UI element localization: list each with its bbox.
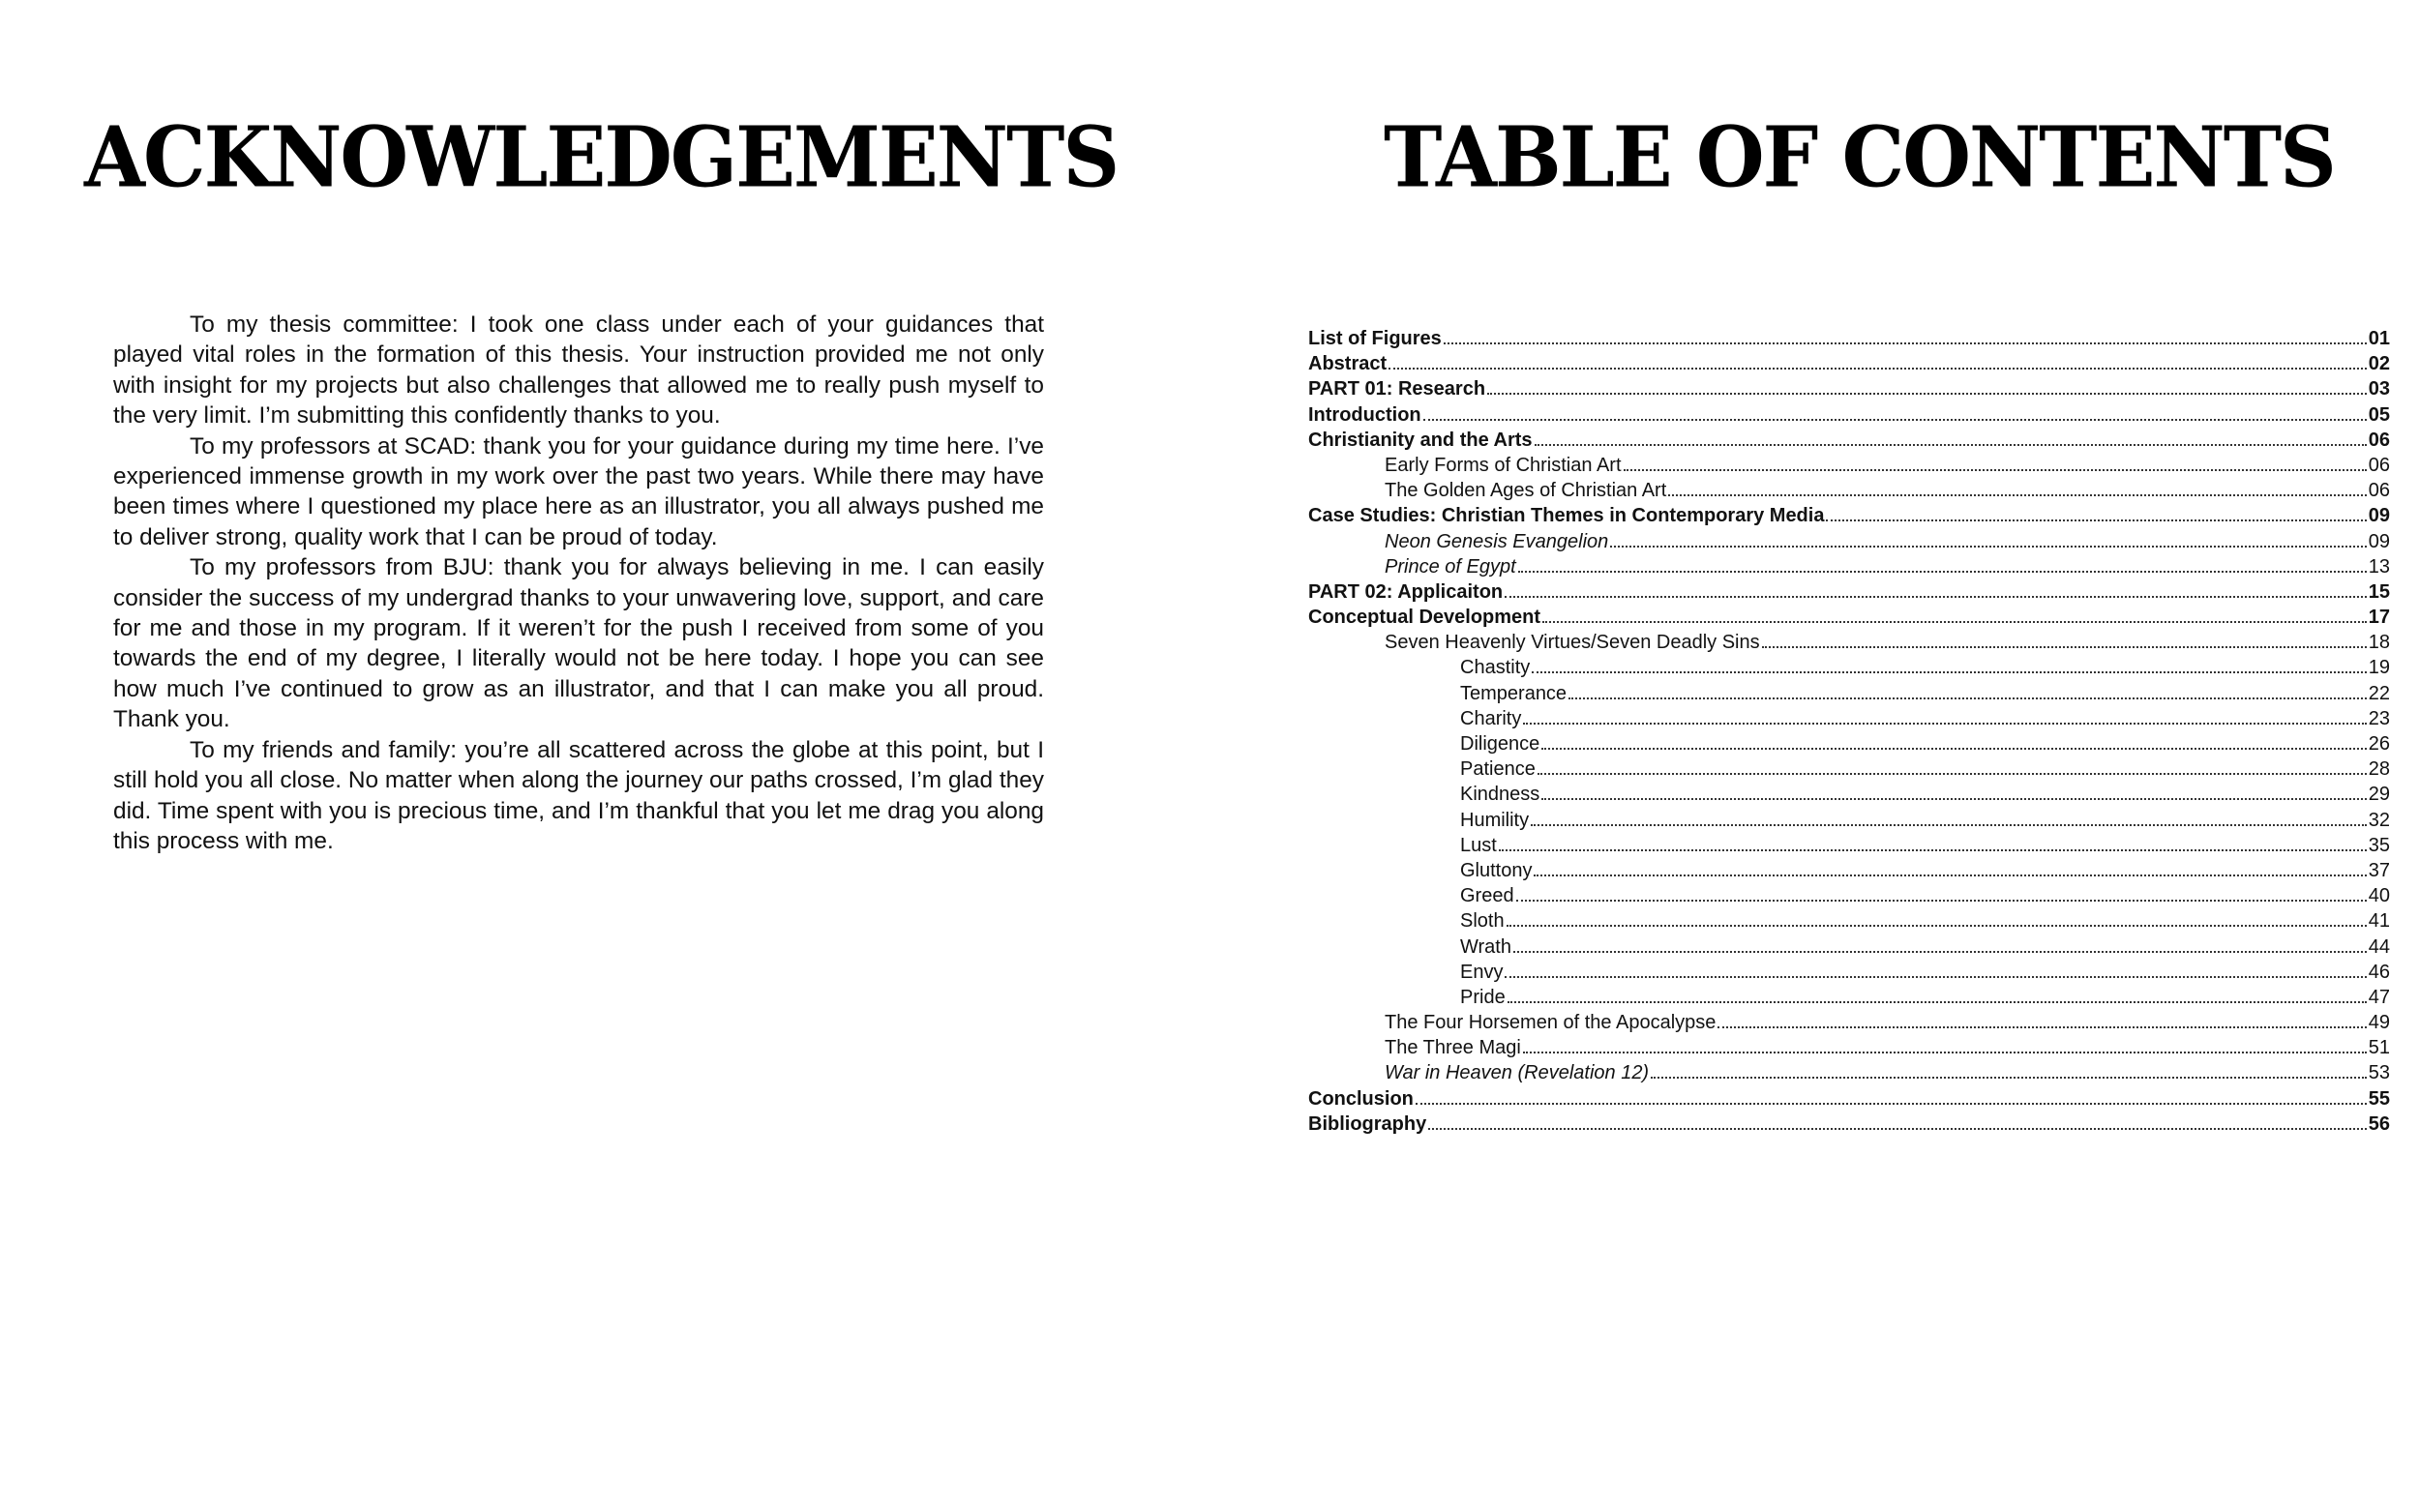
toc-entry-page-number: 32 bbox=[2368, 809, 2390, 831]
toc-dot-leader bbox=[1532, 671, 2367, 673]
toc-entry-page-number: 06 bbox=[2368, 480, 2390, 502]
toc-dot-leader bbox=[1668, 494, 2366, 496]
toc-entry bbox=[1308, 833, 2390, 858]
toc-entry bbox=[1308, 985, 2390, 1010]
toc-entry-title: List of Figures bbox=[1308, 328, 1442, 349]
toc-entry bbox=[1308, 630, 2390, 655]
toc-entry bbox=[1308, 1035, 2390, 1060]
toc-entry bbox=[1308, 478, 2390, 503]
toc-entry bbox=[1308, 554, 2390, 579]
toc-entry-page-number: 09 bbox=[2368, 505, 2390, 527]
toc-dot-leader bbox=[1538, 773, 2367, 775]
toc-entry-title: Lust bbox=[1460, 834, 1497, 856]
ack-paragraph-committee: To my thesis committee: I took one class under each of your guidances that played vital roles in the formation of this thesis. Your instruction provided me not only with insight for my projects but also challenges that allowed me to really push myself to the very limit. I’m submitting this confidently thanks to you. bbox=[113, 311, 1044, 430]
toc-dot-leader bbox=[1513, 951, 2367, 953]
toc-dot-leader bbox=[1389, 368, 2367, 370]
toc-entry bbox=[1308, 326, 2390, 351]
toc-entry-title: Gluttony bbox=[1460, 859, 1533, 881]
toc-entry-page-number: 13 bbox=[2368, 555, 2390, 578]
toc-entry-title: Pride bbox=[1460, 986, 1506, 1008]
toc-entry bbox=[1308, 503, 2390, 528]
toc-dot-leader bbox=[1762, 646, 2367, 648]
toc-entry-page-number: 05 bbox=[2368, 403, 2390, 426]
toc-entry bbox=[1308, 934, 2390, 960]
toc-list bbox=[1308, 326, 2390, 1137]
toc-entry bbox=[1308, 428, 2390, 453]
ack-paragraph-scad: To my professors at SCAD: thank you for your guidance during my time here. I’ve experienced immense growth in my work over the past two years. While there may have been times where I questioned my place here as an illustrator, you all always pushed me to deliver strong, quality work that I can be proud of today. bbox=[113, 432, 1044, 550]
toc-entry bbox=[1308, 1086, 2390, 1112]
toc-entry bbox=[1308, 1112, 2390, 1137]
toc-entry bbox=[1308, 858, 2390, 883]
toc-entry-page-number: 49 bbox=[2368, 1012, 2390, 1034]
toc-dot-leader bbox=[1518, 571, 2367, 573]
toc-dot-leader bbox=[1531, 824, 2367, 826]
toc-entry-page-number: 19 bbox=[2368, 657, 2390, 679]
toc-entry-title: Bibliography bbox=[1308, 1112, 1427, 1135]
toc-entry bbox=[1308, 376, 2390, 401]
toc-entry-title: Greed bbox=[1460, 885, 1514, 907]
toc-entry-page-number: 28 bbox=[2368, 758, 2390, 781]
toc-dot-leader bbox=[1523, 723, 2366, 725]
toc-entry bbox=[1308, 706, 2390, 731]
toc-entry-title: Abstract bbox=[1308, 353, 1388, 375]
toc-dot-leader bbox=[1826, 519, 2366, 521]
toc-dot-leader bbox=[1610, 546, 2366, 548]
toc-dot-leader bbox=[1505, 976, 2366, 978]
toc-entry-title: The Three Magi bbox=[1385, 1037, 1521, 1059]
toc-entry bbox=[1308, 756, 2390, 782]
toc-entry-page-number: 37 bbox=[2368, 859, 2390, 881]
toc-entry-title: Temperance bbox=[1460, 682, 1568, 704]
toc-entry-page-number: 18 bbox=[2368, 632, 2390, 654]
toc-heading: TABLE OF CONTENTS bbox=[1384, 108, 2335, 207]
toc-entry-title: Chastity bbox=[1460, 657, 1531, 679]
toc-entry-title: The Four Horsemen of the Apocalypse bbox=[1385, 1012, 1717, 1034]
toc-entry-page-number: 51 bbox=[2368, 1037, 2390, 1059]
toc-entry-page-number: 23 bbox=[2368, 707, 2390, 729]
toc-entry-page-number: 02 bbox=[2368, 353, 2390, 375]
toc-entry bbox=[1308, 1060, 2390, 1085]
toc-dot-leader bbox=[1568, 697, 2367, 699]
toc-dot-leader bbox=[1534, 875, 2366, 876]
acknowledgements-body bbox=[113, 310, 1044, 856]
toc-entry-title: Conclusion bbox=[1308, 1087, 1414, 1110]
toc-entry-title: PART 01: Research bbox=[1308, 378, 1486, 400]
toc-dot-leader bbox=[1717, 1026, 2366, 1028]
toc-entry bbox=[1308, 960, 2390, 985]
toc-entry bbox=[1308, 453, 2390, 478]
toc-entry-title: Charity bbox=[1460, 707, 1522, 729]
toc-dot-leader bbox=[1487, 393, 2367, 395]
toc-entry-page-number: 17 bbox=[2368, 607, 2390, 629]
toc-entry-page-number: 41 bbox=[2368, 910, 2390, 933]
toc-entry-page-number: 46 bbox=[2368, 961, 2390, 983]
toc-entry bbox=[1308, 605, 2390, 630]
toc-entry-title: PART 02: Applicaiton bbox=[1308, 580, 1504, 603]
toc-entry-title: Early Forms of Christian Art bbox=[1385, 454, 1622, 476]
toc-entry-page-number: 01 bbox=[2368, 328, 2390, 349]
toc-entry-page-number: 06 bbox=[2368, 454, 2390, 476]
toc-entry-title: Introduction bbox=[1308, 403, 1421, 426]
ack-paragraph-friends-family: To my friends and family: you’re all scattered across the globe at this point, but I still hold you all close. No matter when along the journey our paths crossed, I’m glad they did. Time spent with you is precious time, and I’m thankful that you let me drag you along this process with me. bbox=[113, 736, 1044, 854]
toc-dot-leader bbox=[1508, 1001, 2367, 1003]
toc-entry bbox=[1308, 1010, 2390, 1035]
toc-entry-page-number: 29 bbox=[2368, 784, 2390, 806]
toc-entry-title: Conceptual Development bbox=[1308, 607, 1541, 629]
toc-entry bbox=[1308, 529, 2390, 554]
toc-entry-title: Seven Heavenly Virtues/Seven Deadly Sins bbox=[1385, 632, 1760, 654]
toc-entry-page-number: 44 bbox=[2368, 935, 2390, 958]
toc-entry-page-number: 55 bbox=[2368, 1087, 2390, 1110]
toc-entry-title: Prince of Egypt bbox=[1385, 555, 1516, 578]
toc-entry-page-number: 03 bbox=[2368, 378, 2390, 400]
toc-entry-page-number: 06 bbox=[2368, 429, 2390, 451]
toc-entry-page-number: 53 bbox=[2368, 1062, 2390, 1084]
toc-entry-title: Envy bbox=[1460, 961, 1504, 983]
toc-dot-leader bbox=[1541, 748, 2366, 750]
acknowledgements-heading: ACKNOWLEDGEMENTS bbox=[84, 108, 1119, 207]
toc-entry-title: Humility bbox=[1460, 809, 1530, 831]
toc-dot-leader bbox=[1416, 1103, 2367, 1105]
toc-dot-leader bbox=[1624, 469, 2367, 471]
toc-dot-leader bbox=[1428, 1128, 2367, 1130]
toc-entry-title: Christianity and the Arts bbox=[1308, 429, 1533, 451]
toc-entry-page-number: 40 bbox=[2368, 885, 2390, 907]
toc-entry bbox=[1308, 808, 2390, 833]
toc-entry-page-number: 15 bbox=[2368, 580, 2390, 603]
toc-dot-leader bbox=[1651, 1077, 2367, 1079]
toc-entry-page-number: 26 bbox=[2368, 733, 2390, 755]
toc-entry bbox=[1308, 908, 2390, 934]
toc-entry-page-number: 47 bbox=[2368, 986, 2390, 1008]
toc-dot-leader bbox=[1507, 925, 2367, 927]
toc-dot-leader bbox=[1516, 900, 2367, 902]
toc-entry-title: Wrath bbox=[1460, 935, 1511, 958]
toc-entry-title: Neon Genesis Evangelion bbox=[1385, 530, 1609, 552]
toc-dot-leader bbox=[1535, 444, 2367, 446]
toc-entry-title: Diligence bbox=[1460, 733, 1540, 755]
toc-dot-leader bbox=[1541, 798, 2366, 800]
toc-entry-page-number: 09 bbox=[2368, 530, 2390, 552]
toc-entry bbox=[1308, 681, 2390, 706]
toc-entry-title: War in Heaven (Revelation 12) bbox=[1385, 1062, 1650, 1084]
toc-entry-title: The Golden Ages of Christian Art bbox=[1385, 480, 1667, 502]
toc-entry-page-number: 35 bbox=[2368, 834, 2390, 856]
toc-dot-leader bbox=[1423, 419, 2367, 421]
toc-entry-title: Kindness bbox=[1460, 784, 1540, 806]
toc-entry bbox=[1308, 402, 2390, 428]
toc-entry bbox=[1308, 655, 2390, 680]
toc-entry bbox=[1308, 782, 2390, 807]
ack-paragraph-bju: To my professors from BJU: thank you for always believing in me. I can easily consider the success of my undergrad thanks to your unwavering love, support, and care for me and those in my program. If it weren’t for the push I received from some of you towards the end of my degree, I literally would not be here today. I hope you can see how much I’ve continued to grow as an illustrator, and that I can make you all proud. Thank you. bbox=[113, 554, 1044, 733]
toc-dot-leader bbox=[1542, 621, 2367, 623]
toc-entry-page-number: 22 bbox=[2368, 682, 2390, 704]
toc-entry-page-number: 56 bbox=[2368, 1112, 2390, 1135]
toc-dot-leader bbox=[1444, 342, 2367, 344]
toc-entry-title: Patience bbox=[1460, 758, 1536, 781]
toc-entry-title: Case Studies: Christian Themes in Contemporary Media bbox=[1308, 505, 1825, 527]
toc-entry bbox=[1308, 579, 2390, 605]
toc-entry bbox=[1308, 731, 2390, 756]
toc-dot-leader bbox=[1523, 1052, 2367, 1053]
toc-entry bbox=[1308, 351, 2390, 376]
toc-dot-leader bbox=[1499, 849, 2367, 851]
toc-entry-title: Sloth bbox=[1460, 910, 1505, 933]
toc-entry bbox=[1308, 883, 2390, 908]
toc-dot-leader bbox=[1505, 596, 2367, 598]
